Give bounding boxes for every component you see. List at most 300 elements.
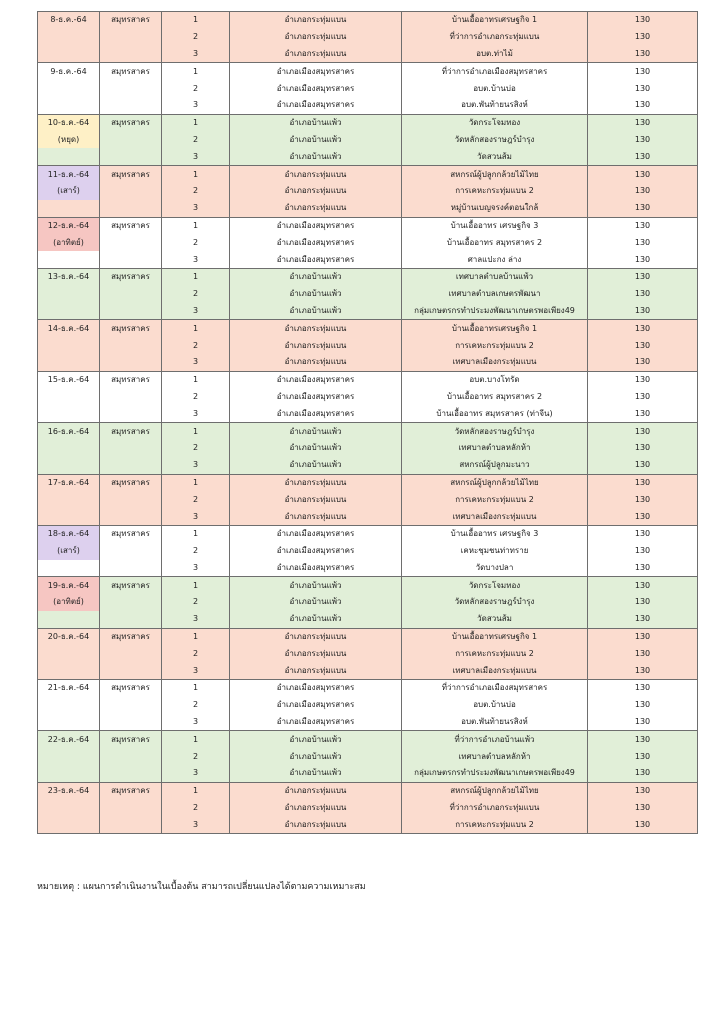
province-cell [100,251,162,268]
target-count-cell: 130 [588,594,698,611]
district-cell: อำเภอกระทุ่มแบน [230,166,402,183]
district-cell: อำเภอบ้านแพ้ว [230,268,402,285]
date-cell [38,816,100,833]
district-cell: อำเภอกระทุ่มแบน [230,46,402,63]
province-cell [100,29,162,46]
district-cell: อำเภอบ้านแพ้ว [230,286,402,303]
date-cell: (อาทิตย์) [38,234,100,251]
location-cell: สหกรณ์ผู้ปลูกกล้วยไม้ไทย [402,782,588,799]
location-cell: หมู่บ้านเบญจรงค์ตอนใกล้ [402,200,588,217]
table-row [38,748,698,765]
district-cell: อำเภอกระทุ่มแบน [230,645,402,662]
date-cell: 22-ธ.ค.-64 [38,731,100,748]
schedule-body [38,12,698,834]
district-cell: อำเภอเมืองสมุทรสาคร [230,217,402,234]
location-cell: ที่ว่าการอำเภอกระทุ่มแบน [402,29,588,46]
district-cell: อำเภอเมืองสมุทรสาคร [230,389,402,406]
province-cell [100,354,162,371]
date-cell: 18-ธ.ค.-64 [38,525,100,542]
sequence-cell: 3 [162,251,230,268]
sequence-cell: 1 [162,423,230,440]
location-cell: อบต.ท่าไม้ [402,46,588,63]
target-count-cell: 130 [588,389,698,406]
location-cell: บ้านเอื้ออาทร เศรษฐกิจ 3 [402,525,588,542]
sequence-cell: 1 [162,782,230,799]
sequence-cell: 2 [162,748,230,765]
table-row [38,594,698,611]
date-cell [38,148,100,165]
date-cell: 20-ธ.ค.-64 [38,628,100,645]
province-cell [100,543,162,560]
date-cell: 11-ธ.ค.-64 [38,166,100,183]
district-cell: อำเภอเมืองสมุทรสาคร [230,97,402,114]
province-cell: สมุทรสาคร [100,371,162,388]
sequence-cell: 1 [162,371,230,388]
table-row [38,765,698,782]
table-row [38,645,698,662]
date-cell: 8-ธ.ค.-64 [38,12,100,29]
date-cell [38,560,100,577]
district-cell: อำเภอกระทุ่มแบน [230,12,402,29]
date-cell: 16-ธ.ค.-64 [38,423,100,440]
location-cell: สหกรณ์ผู้ปลูกกล้วยไม้ไทย [402,166,588,183]
district-cell: อำเภอบ้านแพ้ว [230,611,402,628]
schedule-table [37,11,698,834]
province-cell [100,132,162,149]
table-row [38,132,698,149]
table-row [38,680,698,697]
location-cell: อบต.พันท้ายนรสิงห์ [402,714,588,731]
sequence-cell: 3 [162,714,230,731]
location-cell: การเคหะกระทุ่มแบน 2 [402,645,588,662]
province-cell [100,405,162,422]
location-cell: การเคหะกระทุ่มแบน 2 [402,816,588,833]
target-count-cell: 130 [588,628,698,645]
target-count-cell: 130 [588,714,698,731]
province-cell [100,457,162,474]
target-count-cell: 130 [588,46,698,63]
location-cell: อบต.บ้านบ่อ [402,697,588,714]
target-count-cell: 130 [588,457,698,474]
district-cell: อำเภอบ้านแพ้ว [230,731,402,748]
table-row [38,525,698,542]
target-count-cell: 130 [588,491,698,508]
province-cell [100,594,162,611]
target-count-cell: 130 [588,166,698,183]
sequence-cell: 1 [162,525,230,542]
province-cell [100,714,162,731]
date-cell [38,491,100,508]
location-cell: บ้านเอื้ออาทร สมุทรสาคร (ท่าจีน) [402,405,588,422]
province-cell: สมุทรสาคร [100,166,162,183]
date-cell [38,611,100,628]
location-cell: บ้านเอื้ออาทรเศรษฐกิจ 1 [402,628,588,645]
target-count-cell: 130 [588,80,698,97]
table-row [38,474,698,491]
district-cell: อำเภอกระทุ่มแบน [230,320,402,337]
district-cell: อำเภอบ้านแพ้ว [230,577,402,594]
sequence-cell: 2 [162,80,230,97]
district-cell: อำเภอกระทุ่มแบน [230,662,402,679]
province-cell [100,662,162,679]
target-count-cell: 130 [588,731,698,748]
date-cell [38,251,100,268]
province-cell [100,286,162,303]
province-cell: สมุทรสาคร [100,12,162,29]
date-cell: 12-ธ.ค.-64 [38,217,100,234]
province-cell: สมุทรสาคร [100,731,162,748]
sequence-cell: 1 [162,474,230,491]
province-cell [100,97,162,114]
sequence-cell: 3 [162,765,230,782]
table-row [38,662,698,679]
province-cell: สมุทรสาคร [100,525,162,542]
province-cell [100,816,162,833]
province-cell: สมุทรสาคร [100,114,162,131]
district-cell: อำเภอเมืองสมุทรสาคร [230,371,402,388]
sequence-cell: 1 [162,577,230,594]
sequence-cell: 2 [162,800,230,817]
district-cell: อำเภอกระทุ่มแบน [230,354,402,371]
sequence-cell: 2 [162,697,230,714]
sequence-cell: 3 [162,662,230,679]
sequence-cell: 2 [162,389,230,406]
district-cell: อำเภอบ้านแพ้ว [230,303,402,320]
province-cell [100,46,162,63]
province-cell [100,148,162,165]
district-cell: อำเภอบ้านแพ้ว [230,114,402,131]
district-cell: อำเภอเมืองสมุทรสาคร [230,525,402,542]
table-row [38,217,698,234]
target-count-cell: 130 [588,217,698,234]
district-cell: อำเภอกระทุ่มแบน [230,628,402,645]
province-cell [100,765,162,782]
target-count-cell: 130 [588,543,698,560]
district-cell: อำเภอกระทุ่มแบน [230,491,402,508]
sequence-cell: 2 [162,645,230,662]
table-row [38,80,698,97]
table-row [38,611,698,628]
sequence-cell: 3 [162,200,230,217]
table-row [38,714,698,731]
sequence-cell: 3 [162,560,230,577]
location-cell: เคหะชุมชนท่าทราย [402,543,588,560]
location-cell: วัดกระโจมทอง [402,577,588,594]
sequence-cell: 1 [162,63,230,80]
target-count-cell: 130 [588,440,698,457]
location-cell: บ้านเอื้ออาทร สมุทรสาคร 2 [402,234,588,251]
table-row [38,183,698,200]
date-cell [38,337,100,354]
province-cell [100,80,162,97]
target-count-cell: 130 [588,29,698,46]
district-cell: อำเภอเมืองสมุทรสาคร [230,697,402,714]
table-row [38,697,698,714]
district-cell: อำเภอบ้านแพ้ว [230,748,402,765]
province-cell [100,645,162,662]
target-count-cell: 130 [588,337,698,354]
table-row [38,405,698,422]
target-count-cell: 130 [588,114,698,131]
province-cell [100,183,162,200]
target-count-cell: 130 [588,560,698,577]
table-row [38,816,698,833]
date-cell [38,80,100,97]
district-cell: อำเภอบ้านแพ้ว [230,457,402,474]
sequence-cell: 1 [162,12,230,29]
table-row [38,166,698,183]
district-cell: อำเภอเมืองสมุทรสาคร [230,234,402,251]
province-cell [100,440,162,457]
location-cell: วัดหลักสองราษฎร์บำรุง [402,132,588,149]
date-cell: 19-ธ.ค.-64 [38,577,100,594]
target-count-cell: 130 [588,286,698,303]
province-cell: สมุทรสาคร [100,782,162,799]
date-cell [38,303,100,320]
district-cell: อำเภอกระทุ่มแบน [230,29,402,46]
province-cell [100,800,162,817]
date-cell [38,440,100,457]
date-cell [38,200,100,217]
table-row [38,800,698,817]
table-row [38,731,698,748]
table-row [38,286,698,303]
target-count-cell: 130 [588,782,698,799]
target-count-cell: 130 [588,354,698,371]
target-count-cell: 130 [588,662,698,679]
footnote: หมายเหตุ : แผนการดำเนินงานในเบื้องต้น สามารถเปลี่ยนแปลงได้ตามความเหมาะสม [37,882,366,892]
location-cell: สหกรณ์ผู้ปลูกกล้วยไม้ไทย [402,474,588,491]
table-row [38,303,698,320]
date-cell [38,97,100,114]
table-row [38,577,698,594]
province-cell: สมุทรสาคร [100,680,162,697]
location-cell: บ้านเอื้ออาทรเศรษฐกิจ 1 [402,320,588,337]
province-cell: สมุทรสาคร [100,268,162,285]
target-count-cell: 130 [588,423,698,440]
table-row [38,114,698,131]
table-row [38,46,698,63]
province-cell: สมุทรสาคร [100,423,162,440]
location-cell: การเคหะกระทุ่มแบน 2 [402,183,588,200]
sequence-cell: 1 [162,680,230,697]
location-cell: เทศบาลตำบลหลักห้า [402,440,588,457]
province-cell [100,560,162,577]
date-cell [38,457,100,474]
sequence-cell: 3 [162,97,230,114]
target-count-cell: 130 [588,816,698,833]
target-count-cell: 130 [588,680,698,697]
date-cell [38,765,100,782]
district-cell: อำเภอเมืองสมุทรสาคร [230,405,402,422]
table-row [38,200,698,217]
location-cell: ศาลแปะกง ล่าง [402,251,588,268]
table-row [38,371,698,388]
date-cell: 13-ธ.ค.-64 [38,268,100,285]
target-count-cell: 130 [588,63,698,80]
date-cell [38,508,100,525]
sequence-cell: 3 [162,148,230,165]
target-count-cell: 130 [588,645,698,662]
province-cell [100,491,162,508]
target-count-cell: 130 [588,234,698,251]
target-count-cell: 130 [588,474,698,491]
district-cell: อำเภอกระทุ่มแบน [230,508,402,525]
date-cell: 21-ธ.ค.-64 [38,680,100,697]
target-count-cell: 130 [588,12,698,29]
sequence-cell: 3 [162,303,230,320]
district-cell: อำเภอบ้านแพ้ว [230,594,402,611]
location-cell: กลุ่มเกษตรกรทำประมงพัฒนาเกษตรพอเพียง49 [402,303,588,320]
table-row [38,440,698,457]
province-cell: สมุทรสาคร [100,628,162,645]
sequence-cell: 1 [162,731,230,748]
target-count-cell: 130 [588,132,698,149]
location-cell: การเคหะกระทุ่มแบน 2 [402,491,588,508]
district-cell: อำเภอกระทุ่มแบน [230,816,402,833]
table-row [38,148,698,165]
table-row [38,234,698,251]
sequence-cell: 2 [162,183,230,200]
location-cell: เทศบาลตำบลบ้านแพ้ว [402,268,588,285]
target-count-cell: 130 [588,748,698,765]
district-cell: อำเภอบ้านแพ้ว [230,148,402,165]
province-cell [100,200,162,217]
province-cell [100,611,162,628]
location-cell: วัดหลักสองราษฎร์บำรุง [402,594,588,611]
table-row [38,508,698,525]
sequence-cell: 2 [162,234,230,251]
district-cell: อำเภอเมืองสมุทรสาคร [230,714,402,731]
target-count-cell: 130 [588,405,698,422]
table-row [38,560,698,577]
province-cell: สมุทรสาคร [100,577,162,594]
district-cell: อำเภอเมืองสมุทรสาคร [230,80,402,97]
location-cell: บ้านเอื้ออาทรเศรษฐกิจ 1 [402,12,588,29]
target-count-cell: 130 [588,97,698,114]
date-cell [38,389,100,406]
location-cell: กลุ่มเกษตรกรทำประมงพัฒนาเกษตรพอเพียง49 [402,765,588,782]
target-count-cell: 130 [588,303,698,320]
table-row [38,251,698,268]
location-cell: ที่ว่าการอำเภอเมืองสมุทรสาคร [402,63,588,80]
province-cell: สมุทรสาคร [100,474,162,491]
location-cell: สหกรณ์ผู้ปลูกมะนาว [402,457,588,474]
sequence-cell: 1 [162,114,230,131]
province-cell: สมุทรสาคร [100,217,162,234]
target-count-cell: 130 [588,765,698,782]
location-cell: ที่ว่าการอำเภอกระทุ่มแบน [402,800,588,817]
date-cell [38,354,100,371]
location-cell: เทศบาลตำบลเกษตรพัฒนา [402,286,588,303]
sequence-cell: 2 [162,594,230,611]
table-row [38,543,698,560]
sequence-cell: 2 [162,543,230,560]
location-cell: อบต.บ้านบ่อ [402,80,588,97]
location-cell: ที่ว่าการอำเภอเมืองสมุทรสาคร [402,680,588,697]
target-count-cell: 130 [588,371,698,388]
table-row [38,491,698,508]
date-cell: (อาทิตย์) [38,594,100,611]
date-cell: (เสาร์) [38,183,100,200]
date-cell [38,286,100,303]
table-row [38,337,698,354]
province-cell [100,234,162,251]
table-row [38,354,698,371]
location-cell: บ้านเอื้ออาทร สมุทรสาคร 2 [402,389,588,406]
sequence-cell: 2 [162,337,230,354]
province-cell: สมุทรสาคร [100,63,162,80]
location-cell: เทศบาลเมืองกระทุ่มแบน [402,354,588,371]
date-cell [38,645,100,662]
table-row [38,423,698,440]
sequence-cell: 1 [162,320,230,337]
province-cell [100,508,162,525]
sequence-cell: 3 [162,816,230,833]
sequence-cell: 1 [162,628,230,645]
location-cell: การเคหะกระทุ่มแบน 2 [402,337,588,354]
province-cell [100,303,162,320]
sequence-cell: 3 [162,611,230,628]
table-row [38,63,698,80]
sequence-cell: 1 [162,166,230,183]
date-cell: 9-ธ.ค.-64 [38,63,100,80]
district-cell: อำเภอกระทุ่มแบน [230,474,402,491]
location-cell: บ้านเอื้ออาทร เศรษฐกิจ 3 [402,217,588,234]
province-cell [100,748,162,765]
table-row [38,268,698,285]
date-cell [38,29,100,46]
sequence-cell: 2 [162,286,230,303]
sequence-cell: 3 [162,457,230,474]
location-cell: เทศบาลเมืองกระทุ่มแบน [402,508,588,525]
location-cell: วัดกระโจมทอง [402,114,588,131]
district-cell: อำเภอเมืองสมุทรสาคร [230,543,402,560]
table-row [38,782,698,799]
district-cell: อำเภอเมืองสมุทรสาคร [230,251,402,268]
location-cell: วัดสวนส้ม [402,148,588,165]
date-cell [38,748,100,765]
date-cell [38,46,100,63]
table-row [38,457,698,474]
location-cell: อบต.บางโทรัด [402,371,588,388]
date-cell: 15-ธ.ค.-64 [38,371,100,388]
table-row [38,628,698,645]
table-row [38,389,698,406]
sequence-cell: 2 [162,29,230,46]
location-cell: วัดหลักสองราษฎร์บำรุง [402,423,588,440]
date-cell [38,800,100,817]
sequence-cell: 3 [162,508,230,525]
target-count-cell: 130 [588,611,698,628]
sequence-cell: 1 [162,217,230,234]
location-cell: เทศบาลตำบลหลักห้า [402,748,588,765]
province-cell [100,337,162,354]
sequence-cell: 2 [162,491,230,508]
sequence-cell: 1 [162,268,230,285]
target-count-cell: 130 [588,800,698,817]
district-cell: อำเภอกระทุ่มแบน [230,200,402,217]
location-cell: อบต.พันท้ายนรสิงห์ [402,97,588,114]
sequence-cell: 2 [162,132,230,149]
district-cell: อำเภอเมืองสมุทรสาคร [230,560,402,577]
district-cell: อำเภอบ้านแพ้ว [230,765,402,782]
target-count-cell: 130 [588,525,698,542]
district-cell: อำเภอกระทุ่มแบน [230,800,402,817]
date-cell [38,405,100,422]
date-cell [38,714,100,731]
sequence-cell: 3 [162,405,230,422]
